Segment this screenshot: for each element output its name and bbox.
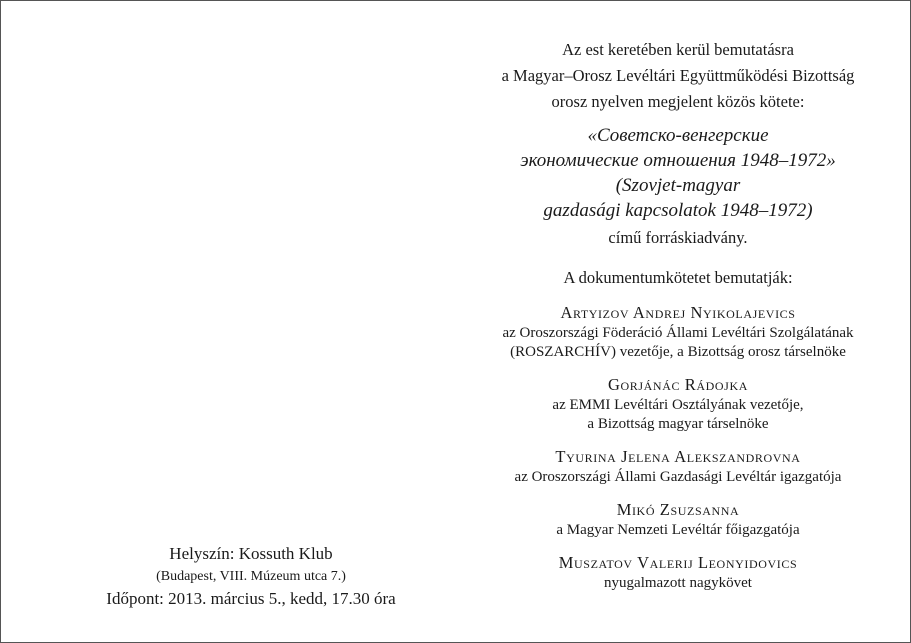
venue-text: Helyszín: Kossuth Klub: [169, 544, 333, 563]
speaker-role: nyugalmazott nagykövet: [604, 575, 752, 591]
book-title: [463, 123, 893, 223]
presenters-heading: A dokumentumkötetet bemutatják:: [563, 268, 793, 287]
speaker-name: Gorjánác Rádojka: [608, 375, 748, 394]
intro-line: a Magyar–Orosz Levéltári Együttműködési Bizottság: [501, 66, 855, 85]
speaker-role: a Magyar Nemzeti Levéltár főigazgatója: [556, 522, 800, 538]
speaker-name: Tyurina Jelena Alekszandrovna: [555, 447, 801, 466]
speaker-name: Muszatov Valerij Leonyidovics: [558, 553, 798, 572]
speaker: [463, 552, 893, 593]
speaker-name: Artyizov Andrej Nyikolajevics: [560, 303, 796, 322]
book-title-line: gazdasági kapcsolatok 1948–1972): [543, 200, 813, 221]
speaker-name: Mikó Zsuzsanna: [616, 500, 740, 519]
speaker-role: az EMMI Levéltári Osztályának vezetője,: [552, 397, 804, 413]
speaker-role: a Bizottság magyar társelnöke: [587, 416, 769, 432]
address-text: (Budapest, VIII. Múzeum utca 7.): [156, 569, 346, 584]
intro-line: Az est keretében kerül bemutatásra: [562, 40, 794, 59]
book-title-line: экономические отношения 1948–1972»: [520, 150, 836, 171]
location-block: [41, 541, 461, 611]
intro-line: orosz nyelven megjelent közös kötete:: [551, 92, 805, 111]
speaker: [463, 302, 893, 362]
book-title-line: (Szovjet-magyar: [615, 175, 741, 196]
speaker: [463, 499, 893, 540]
book-title-suffix: című forráskiadvány.: [608, 228, 748, 247]
speaker: [463, 446, 893, 487]
speaker-role: (ROSZARCHÍV) vezetője, a Bizottság orosz társelnöke: [510, 344, 846, 360]
speaker: [463, 374, 893, 434]
speaker-role: az Oroszországi Föderáció Állami Levéltári Szolgálatának: [502, 325, 854, 341]
time-text: Időpont: 2013. március 5., kedd, 17.30 óra: [106, 589, 396, 608]
book-title-line: «Советско-венгерские: [587, 125, 769, 146]
speaker-role: az Oroszországi Állami Gazdasági Levéltár igazgatója: [514, 469, 842, 485]
program-column: [463, 37, 893, 593]
intro-text: [463, 37, 893, 115]
